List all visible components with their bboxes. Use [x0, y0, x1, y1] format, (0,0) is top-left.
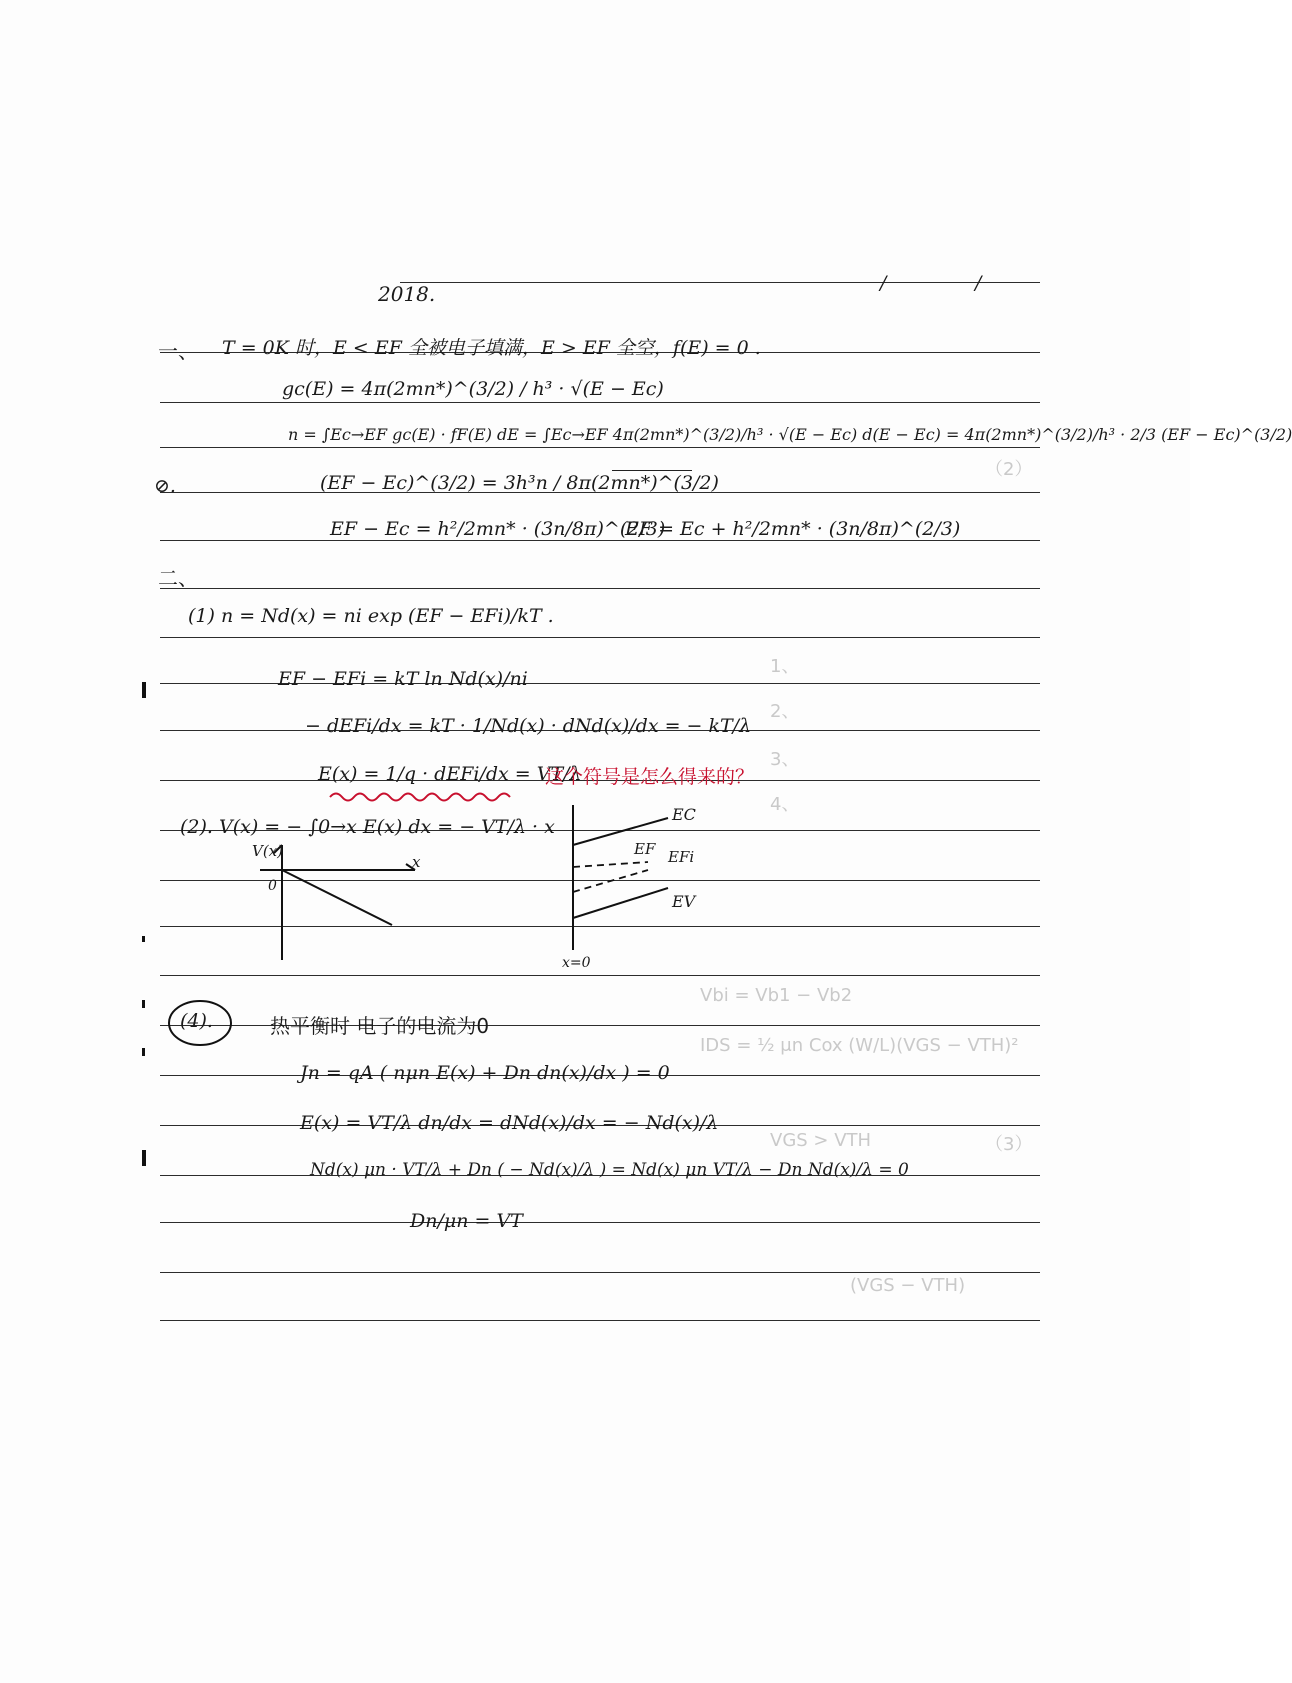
current-density-formula: Jn = qA ( nμn E(x) + Dn dn(x)/dx ) = 0 [300, 1062, 670, 1084]
bleed-text: 1、 [770, 656, 800, 677]
section-4-marker: (4). [180, 1010, 213, 1032]
ruled-line [160, 1222, 1040, 1223]
substitution-formula: Nd(x) μn · VT/λ + Dn ( − Nd(x)/λ ) = Nd(x) μn VT/λ − Dn Nd(x)/λ = 0 [310, 1160, 909, 1180]
band-label-ev: EV [672, 892, 696, 911]
bleed-text: VGS > VTH [770, 1130, 872, 1151]
potential-formula: (2). V(x) = − ∫0→x E(x) dx = − VT/λ · x [180, 816, 555, 838]
slash-mark: / [880, 272, 887, 294]
binding-mark [142, 1000, 145, 1008]
fermi-difference-formula: EF − EFi = kT ln Nd(x)/ni [278, 668, 528, 690]
ruled-line [160, 447, 1040, 448]
year-heading: 2018. [378, 282, 436, 306]
bleed-text: (VGS − VTH) [850, 1275, 966, 1296]
ruled-line [160, 1320, 1040, 1321]
ruled-line [160, 402, 1040, 403]
fermi-step-formula: (EF − Ec)^(3/2) = 3h³n / 8π(2mn*)^(3/2) [320, 472, 719, 494]
ruled-line [160, 975, 1040, 976]
band-diagram [568, 800, 698, 960]
band-xlabel: x=0 [562, 955, 591, 971]
graph-1-origin: 0 [268, 878, 277, 894]
side-mark: ⊘. [154, 475, 176, 497]
section-2-marker: 二、 [158, 566, 198, 590]
section-1-statement: T = 0K 时，E < EF 全被电子填满，E > EF 全空，f(E) = 0 . [222, 337, 761, 359]
fermi-result-formula-2: EF = Ec + h²/2mn* · (3n/8π)^(2/3) [625, 518, 961, 540]
potential-graph [250, 845, 430, 965]
ruled-line [160, 588, 1040, 589]
underline-stroke [612, 470, 692, 471]
graph-1-xlabel: x [412, 853, 421, 871]
bleed-text: Vbi = Vb1 − Vb2 [700, 985, 853, 1006]
bleed-text: 2、 [770, 701, 800, 722]
derivative-formula: − dEFi/dx = kT · 1/Nd(x) · dNd(x)/dx = − kT/λ [305, 715, 752, 737]
binding-mark [142, 1150, 146, 1166]
bleed-text: 3、 [770, 749, 800, 770]
section-4-title: 热平衡时 电子的电流为0 [270, 1014, 490, 1038]
bleed-text: （3） [985, 1134, 1033, 1155]
bleed-text: 4、 [770, 794, 800, 815]
binding-mark [142, 936, 145, 942]
band-label-ef: EF [634, 840, 656, 858]
binding-mark [142, 1048, 145, 1056]
red-wavy-underline [330, 790, 530, 804]
carrier-integral-formula: n = ∫Ec→EF gc(E) · fF(E) dE = ∫Ec→EF 4π(2mn*)^(3/2)/h³ · √(E − Ec) d(E − Ec) = 4π(2mn*)^(3/2)/h³ · 2/3 (EF − Ec)^(3/2) [288, 425, 1292, 444]
electric-field-formula: E(x) = 1/q · dEFi/dx = VT/λ [318, 763, 582, 785]
binding-mark [142, 682, 146, 698]
ruled-line [160, 1272, 1040, 1273]
bleed-text: IDS = ½ μn Cox (W/L)(VGS − VTH)² [700, 1035, 1019, 1056]
field-gradient-formula: E(x) = VT/λ dn/dx = dNd(x)/dx = − Nd(x)/λ [300, 1112, 719, 1134]
einstein-relation-formula: Dn/μn = VT [410, 1210, 523, 1232]
red-margin-note: 这个符号是怎么得来的？ [545, 766, 755, 788]
slash-mark: / [975, 272, 982, 294]
band-label-efi: EFi [668, 848, 695, 866]
ruled-line [160, 637, 1040, 638]
ruled-line [160, 540, 1040, 541]
bleed-text: （2） [985, 459, 1033, 480]
section-1-marker: 一、 [158, 339, 198, 363]
band-label-ec: EC [672, 805, 696, 824]
graph-1-ylabel: V(x) [252, 842, 283, 860]
ruled-line [400, 282, 1040, 283]
part-1-formula: (1) n = Nd(x) = ni exp (EF − EFi)/kT . [188, 605, 554, 627]
fermi-result-formula: EF − Ec = h²/2mn* · (3n/8π)^(2/3) [330, 518, 666, 540]
density-of-states-formula: gc(E) = 4π(2mn*)^(3/2) / h³ · √(E − Ec) [282, 378, 664, 400]
